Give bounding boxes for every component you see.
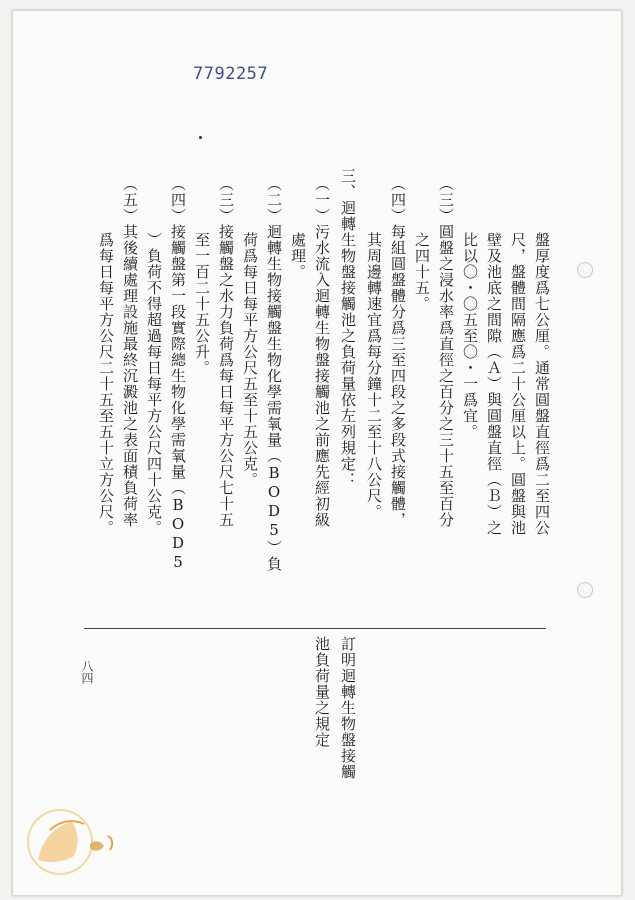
- text-column: 盤厚度爲七公厘。通常圓盤直徑爲二至四公: [533, 232, 551, 536]
- text-column: （四）每組圓盤體分爲三至四段之多段式接觸體，: [389, 176, 407, 528]
- text-column: （三）接觸盤之水力負荷爲每日每平方公尺七十五: [217, 176, 235, 528]
- text-column: 尺，盤體間隔應爲二十公厘以上。圓盤與池: [509, 232, 527, 536]
- page-number: 八四: [80, 660, 94, 684]
- text-column: 荷爲每日每平方公尺五至十五公克。: [241, 232, 259, 488]
- text-column: （四）接觸盤第一段實際總生物化學需氧量（BOD5: [169, 176, 187, 572]
- footer-title-line: 訂明迴轉生物盤接觸: [339, 636, 357, 780]
- text-column: （二）迴轉生物接觸盤生物化學需氧量（BOD5）負: [265, 176, 283, 572]
- footer-title-line: 池負荷量之規定: [313, 636, 331, 748]
- text-column: 壁及池底之間隙（Ａ）與圓盤直徑（Ｂ）之: [485, 232, 503, 536]
- text-column: （三）圓盤之浸水率爲直徑之百分之三十五至百分: [437, 176, 455, 528]
- text-column: （五）其後續處理設施最終沉澱池之表面積負荷率: [121, 176, 139, 528]
- text-column: 至一百二十五公升。: [193, 232, 211, 376]
- text-column: 比以〇・〇五至〇・一爲宜。: [461, 232, 479, 440]
- section-heading: 三、迴轉生物盤接觸池之負荷量依左列規定：: [339, 168, 357, 488]
- text-column: 爲每日每平方公尺二十五至五十立方公尺。: [97, 232, 115, 536]
- binder-hole-top: [577, 262, 593, 278]
- text-column: ）負荷不得超過每日每平方公尺四十公克。: [145, 232, 163, 536]
- text-column: 處理。: [289, 232, 307, 280]
- stamp-number: 7792257: [193, 64, 269, 84]
- text-column: 其周邊轉速宜爲每分鐘十二至十八公尺。: [365, 232, 383, 520]
- text-column: （一）污水流入迴轉生物盤接觸池之前應先經初級: [313, 176, 331, 528]
- footer-divider: [84, 628, 546, 629]
- ink-dot: [199, 136, 202, 139]
- archive-logo-icon: [20, 800, 130, 880]
- text-column: 之四十五。: [413, 232, 431, 312]
- binder-hole-bottom: [577, 582, 593, 598]
